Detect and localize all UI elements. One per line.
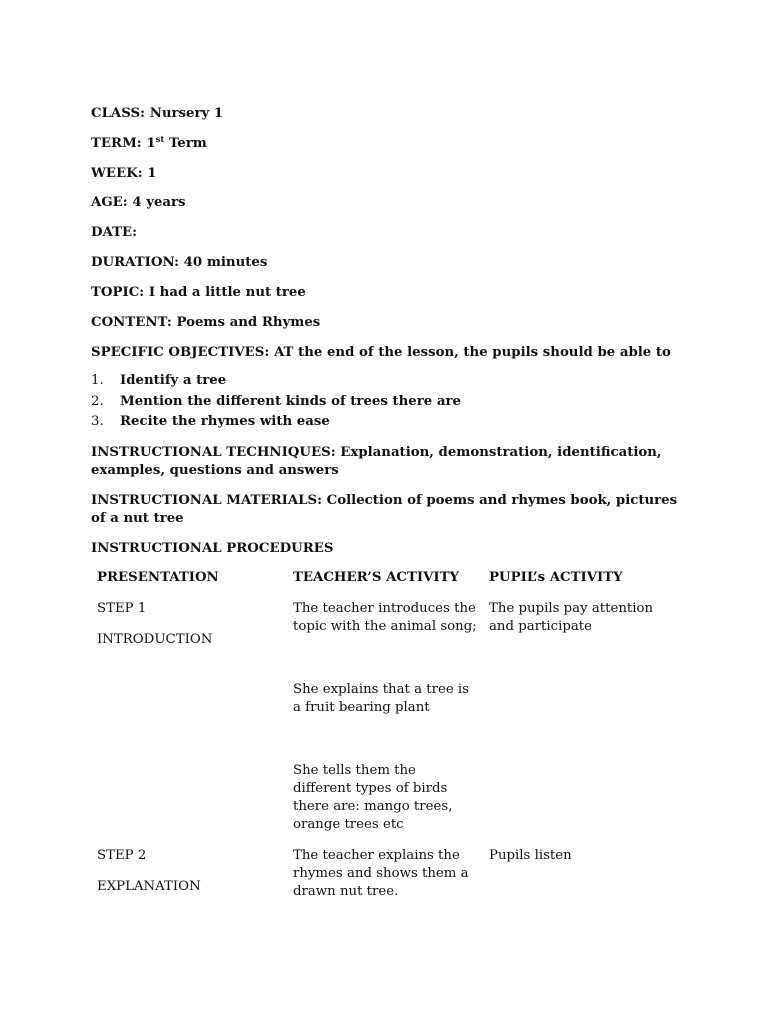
objective-item — [91, 393, 461, 414]
objective-number: 3. — [91, 414, 104, 429]
header-pupil-activity: PUPIL’s ACTIVITY — [489, 570, 623, 585]
term-superscript: st — [155, 135, 165, 145]
step2-pupil-activity: Pupils listen — [489, 848, 572, 863]
objective-text: Recite the rhymes with ease — [120, 414, 330, 429]
header-presentation: PRESENTATION — [97, 570, 219, 585]
step1-teacher-activity-1: The teacher introduces the topic with the animal song; — [293, 601, 477, 634]
step1-teacher-activity-2: She explains that a tree is a fruit bearing plant — [293, 682, 469, 715]
objectives-list — [91, 372, 461, 434]
step2-teacher-activity: The teacher explains the rhymes and shows them a drawn nut tree. — [293, 848, 469, 899]
instructional-techniques: INSTRUCTIONAL TECHNIQUES: Explanation, demonstration, identification, examples, questions and answers — [91, 445, 662, 478]
objective-text: Mention the different kinds of trees there are — [120, 393, 461, 409]
topic-field: TOPIC: I had a little nut tree — [91, 285, 306, 300]
instructional-materials: INSTRUCTIONAL MATERIALS: Collection of poems and rhymes book, pictures of a nut tree — [91, 493, 678, 526]
content-field: CONTENT: Poems and Rhymes — [91, 315, 321, 330]
step1-title: INTRODUCTION — [97, 632, 213, 647]
term-suffix: Term — [164, 136, 207, 151]
age-field: AGE: 4 years — [91, 195, 186, 210]
step1-pupil-activity: The pupils pay attention and participate — [489, 601, 654, 634]
date-field: DATE: — [91, 225, 138, 240]
instructional-procedures-heading: INSTRUCTIONAL PROCEDURES — [91, 541, 334, 556]
step1-teacher-activity-3: She tells them the different types of birds there are: mango trees, orange trees etc — [293, 763, 453, 832]
header-teacher-activity: TEACHER’S ACTIVITY — [293, 570, 460, 585]
objective-number: 1. — [91, 373, 104, 388]
objective-number: 2. — [91, 393, 104, 409]
class-field: CLASS: Nursery 1 — [91, 106, 224, 121]
objective-item — [91, 372, 461, 393]
step1-label: STEP 1 — [97, 601, 147, 616]
term-prefix: TERM: 1 — [91, 136, 156, 151]
objective-text: Identify a tree — [120, 373, 227, 388]
specific-objectives-field: SPECIFIC OBJECTIVES: AT the end of the lesson, the pupils should be able to — [91, 345, 671, 360]
week-field: WEEK: 1 — [91, 166, 157, 181]
step2-title: EXPLANATION — [97, 879, 201, 894]
objective-item — [91, 413, 461, 434]
step2-label: STEP 2 — [97, 848, 147, 863]
term-field — [91, 135, 207, 153]
duration-field: DURATION: 40 minutes — [91, 255, 268, 270]
